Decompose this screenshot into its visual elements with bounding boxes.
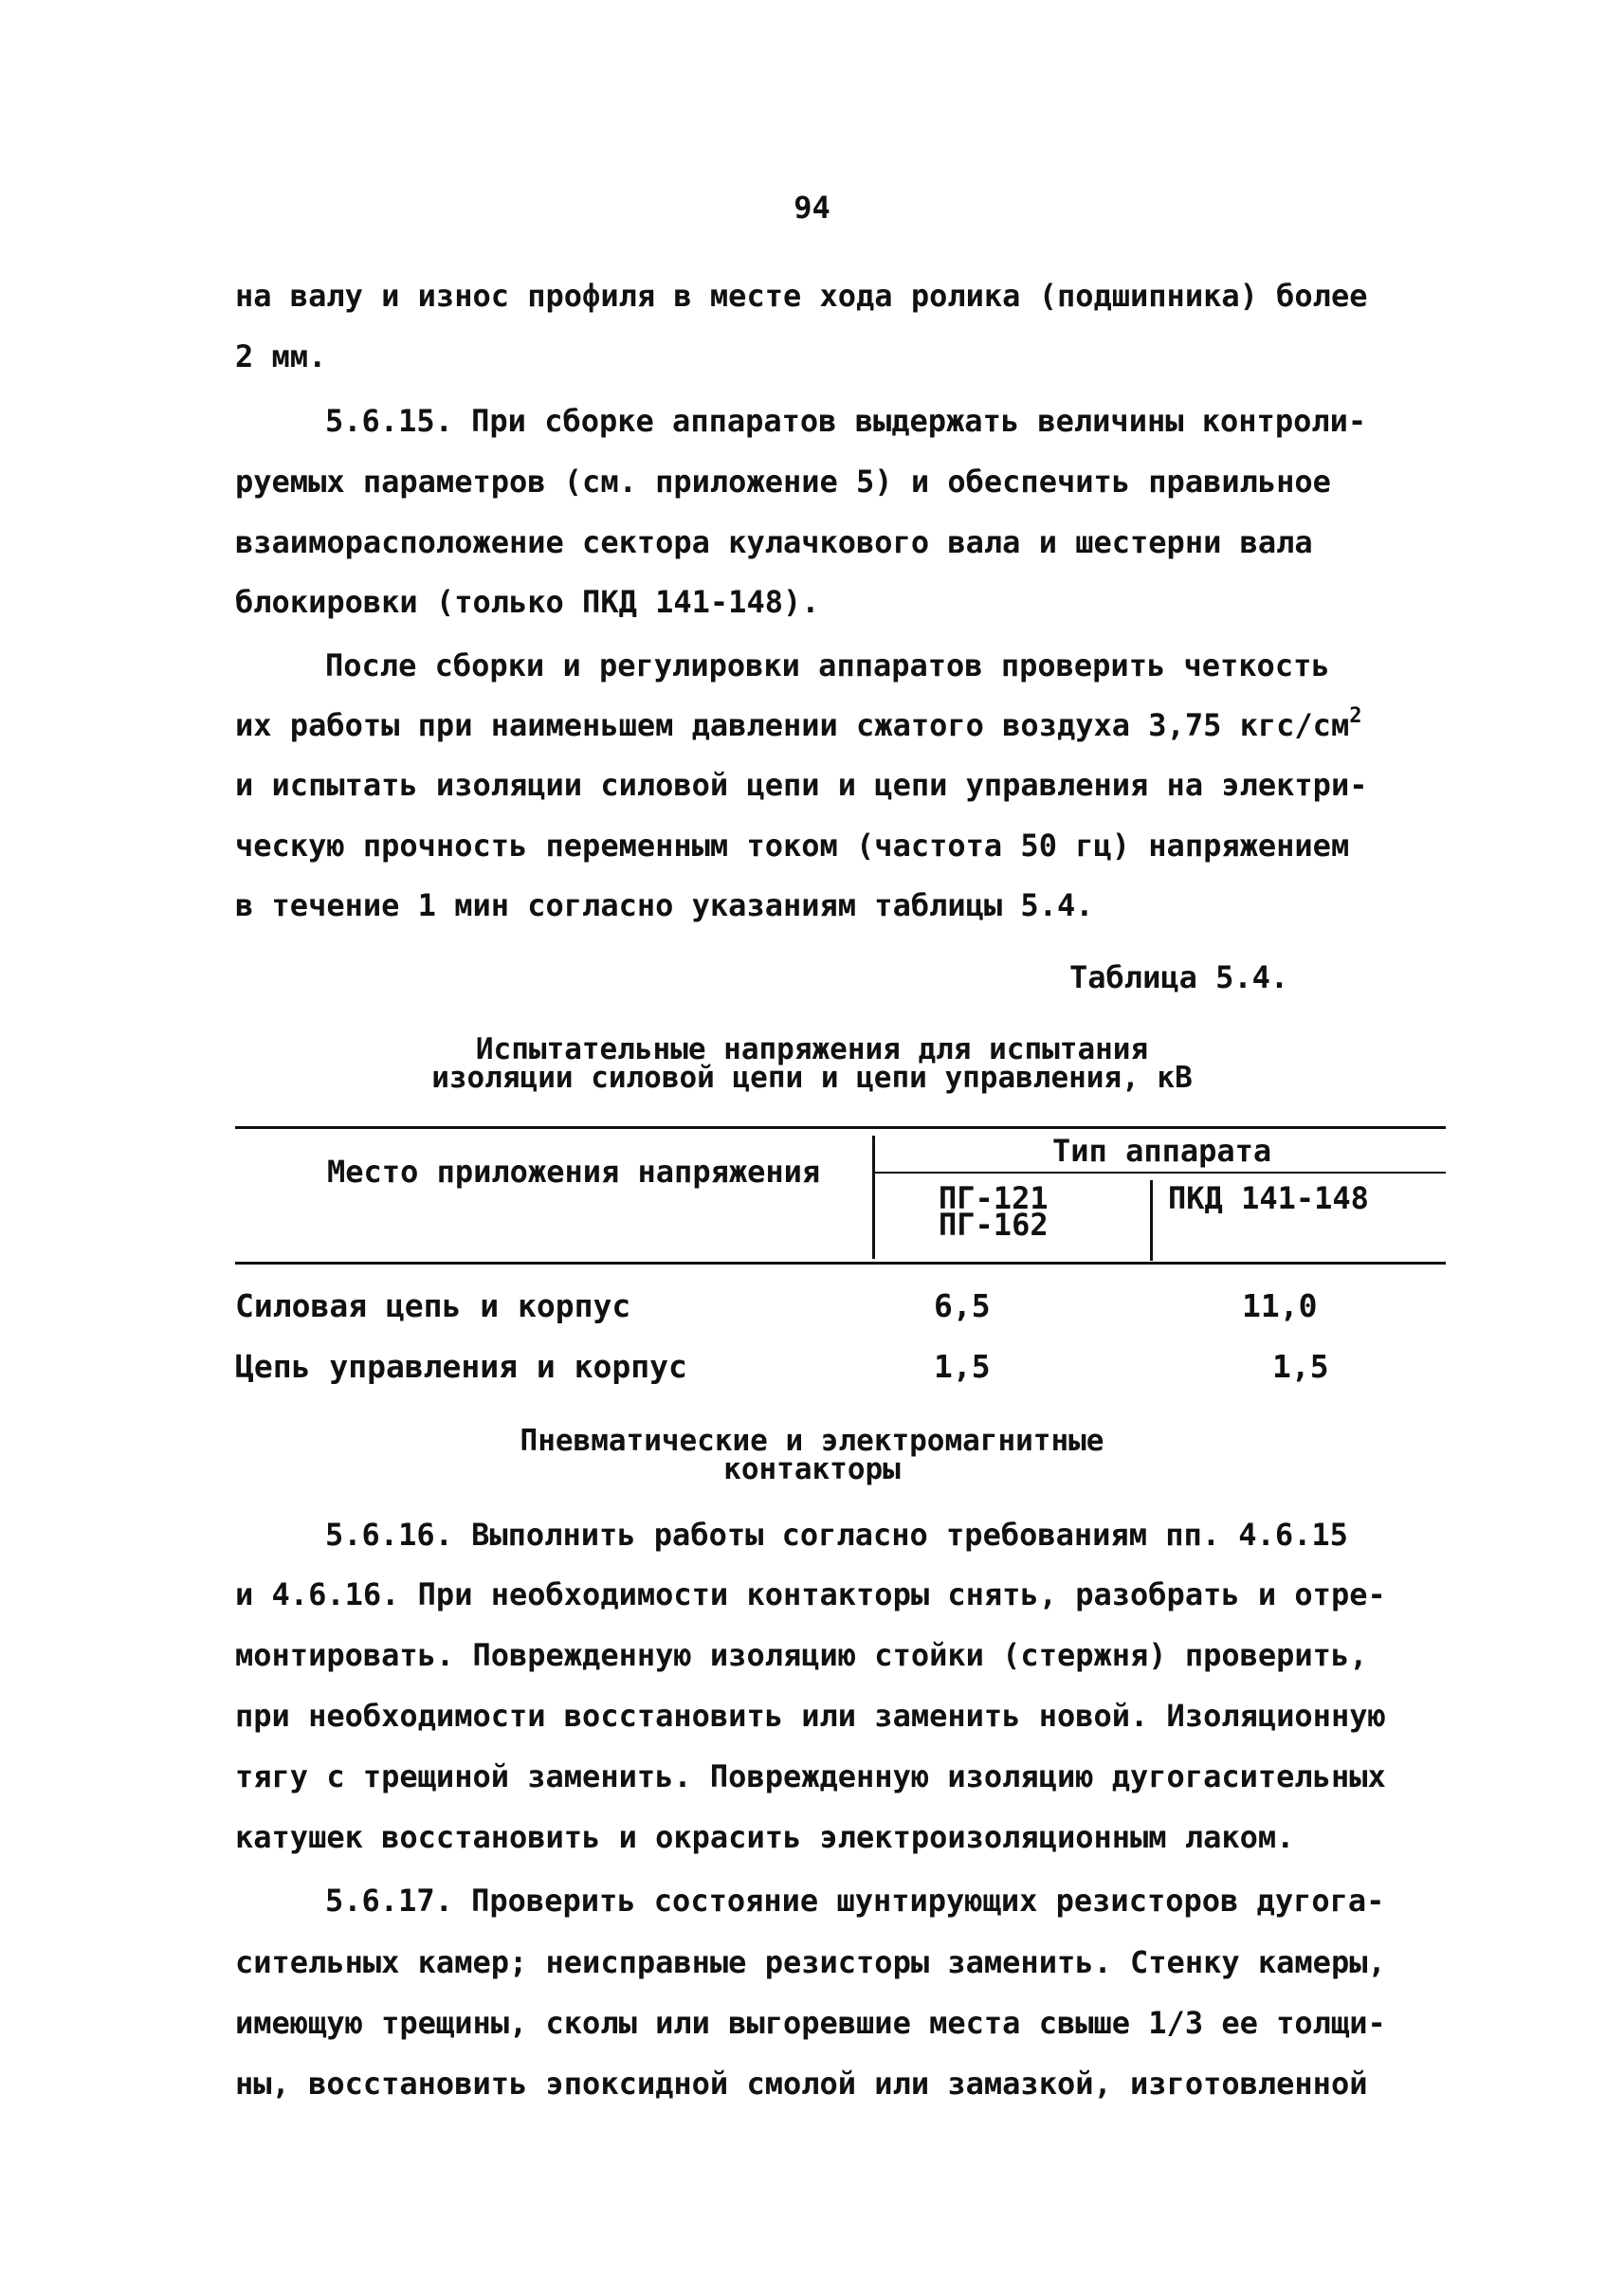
page-number: 94	[794, 190, 830, 226]
table-cell-place: Цепь управления и корпус	[235, 1348, 687, 1385]
section-title-line2: контакторы	[723, 1452, 901, 1486]
text-line: и испытать изоляции силовой цепи и цепи управления на электри-	[235, 767, 1368, 803]
text-line: руемых параметров (см. приложение 5) и обеспечить правильное	[235, 464, 1331, 500]
text-line: ны, восстановить эпоксидной смолой или замазкой, изготовленной	[235, 2066, 1368, 2102]
text-line: в течение 1 мин согласно указаниям таблицы 5.4.	[235, 887, 1094, 923]
text-line: и 4.6.16. При необходимости контакторы снять, разобрать и отре-	[235, 1576, 1386, 1612]
table-vertical-rule	[872, 1136, 875, 1259]
text-line: После сборки и регулировки аппаратов проверить четкость	[325, 647, 1330, 683]
column-header-pg: ПГ-121	[939, 1180, 1049, 1216]
text-line: 5.6.15. При сборке аппаратов выдержать величины контроли-	[325, 403, 1367, 439]
column-header-pkd: ПКД 141-148	[1168, 1180, 1369, 1216]
text-line: их работы при наименьшем давлении сжатого воздуха 3,75 кгс/$см^2$	[235, 704, 1362, 743]
section-title-line1: Пневматические и электромагнитные	[520, 1424, 1104, 1458]
text-line: монтировать. Поврежденную изоляцию стойки (стержня) проверить,	[235, 1637, 1368, 1673]
table-title-line2: изоляции силовой цепи и цепи управления, кВ	[431, 1061, 1193, 1095]
text-line: тягу с трещиной заменить. Поврежденную изоляцию дугогасительных	[235, 1758, 1386, 1794]
column-group-header: Тип аппарата	[1052, 1133, 1272, 1169]
table-top-rule	[235, 1126, 1446, 1129]
text-line: на валу и износ профиля в месте хода ролика (подшипника) более	[235, 278, 1368, 314]
text-line: взаиморасположение сектора кулачкового вала и шестерни вала	[235, 524, 1313, 560]
text-line: сительных камер; неисправные резисторы заменить. Стенку камеры,	[235, 1944, 1386, 1980]
text-line: имеющую трещины, сколы или выгоревшие места свыше 1/3 ее толщи-	[235, 2005, 1386, 2041]
table-cell-value: 1,5	[934, 1348, 991, 1385]
table-cell-value: 11,0	[1242, 1287, 1318, 1324]
table-title-line1: Испытательные напряжения для испытания	[475, 1032, 1149, 1066]
text-line: при необходимости восстановить или заменить новой. Изоляционную	[235, 1698, 1386, 1734]
table-cell-value: 6,5	[934, 1287, 991, 1324]
text-line: 5.6.16. Выполнить работы согласно требованиям пп. 4.6.15	[325, 1517, 1348, 1553]
text-line: 2 мм.	[235, 338, 327, 374]
text-line: блокировки (только ПКД 141-148).	[235, 584, 820, 620]
superscript: 2	[1349, 704, 1362, 728]
text-line: 5.6.17. Проверить состояние шунтирующих резисторов дугога-	[325, 1883, 1385, 1919]
table-cell-value: 1,5	[1272, 1348, 1329, 1385]
column-header-pg: ПГ-162	[939, 1207, 1049, 1243]
text-line: катушек восстановить и окрасить электроизоляционным лаком.	[235, 1819, 1295, 1855]
text-line: ческую прочность переменным током (частота 50 гц) напряжением	[235, 828, 1350, 864]
table-header-bottom-rule	[235, 1262, 1446, 1265]
table-label: Таблица 5.4.	[1069, 959, 1289, 995]
column-header-place: Место приложения напряжения	[327, 1154, 821, 1190]
table-cell-place: Силовая цепь и корпус	[235, 1287, 631, 1324]
table-group-rule	[874, 1172, 1446, 1174]
table-vertical-rule-2	[1150, 1180, 1153, 1261]
